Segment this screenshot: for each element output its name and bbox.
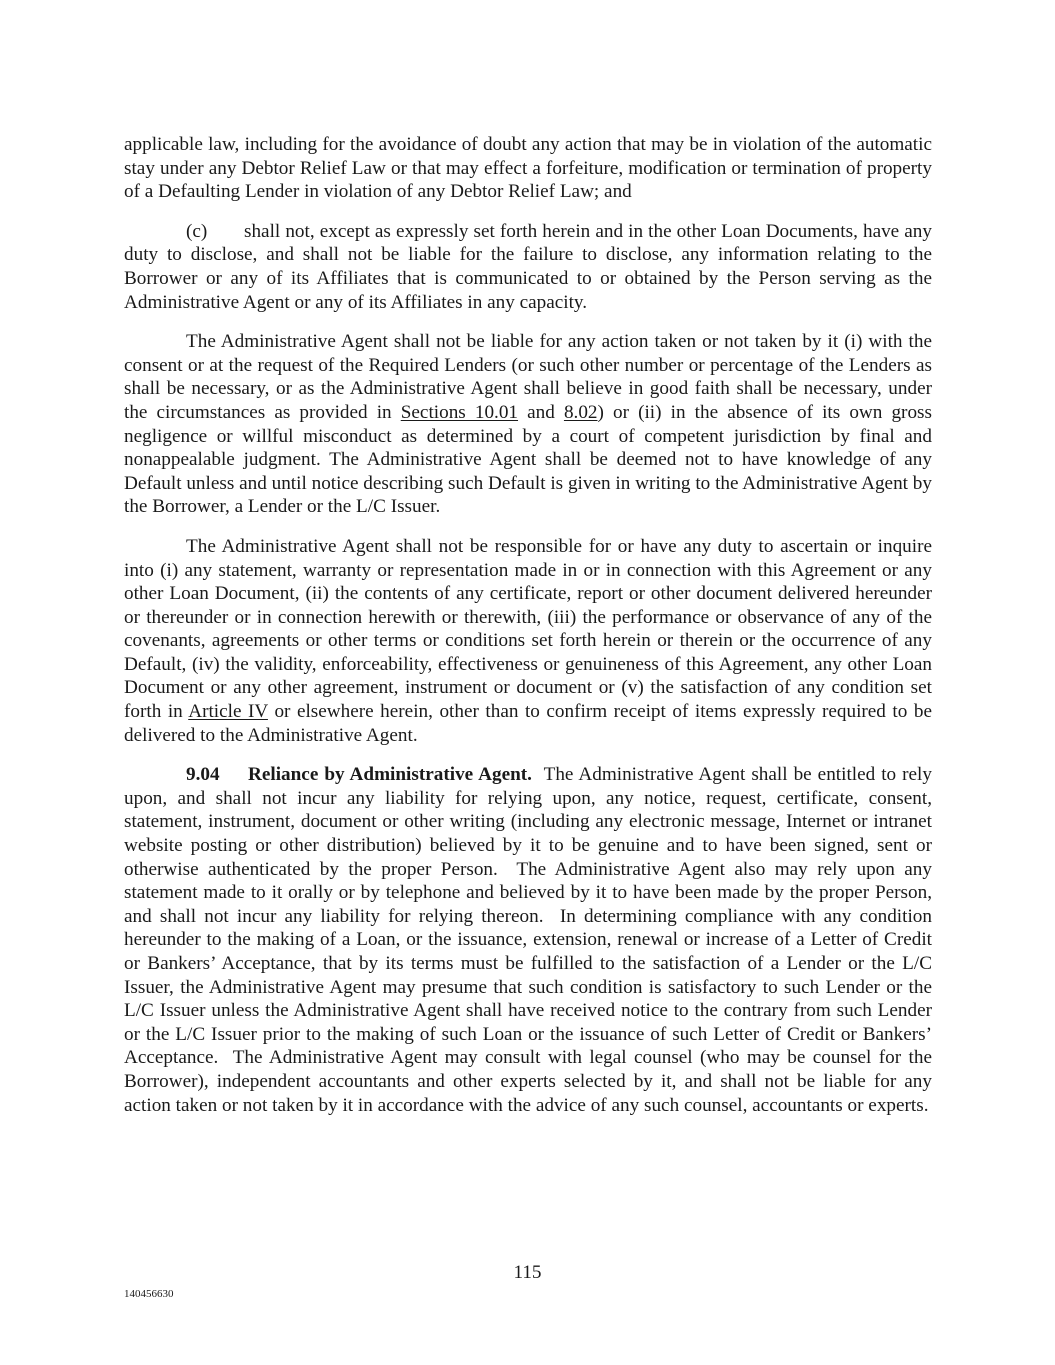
clause-c-label: (c)	[186, 220, 208, 242]
page-number: 115	[513, 1262, 542, 1283]
section-9-04-title: Reliance by Administrative Agent.	[248, 764, 532, 786]
article-iv-link[interactable]: Article IV	[188, 701, 268, 723]
section-8-02-link[interactable]: 8.02	[563, 401, 598, 423]
responsibility-text-part1: The Administrative Agent shall not be responsible for or have any duty to ascertain or inquire into (i) any statement, warranty or representation made in or in connection with this Agreement or any other Loan Document, (ii) the contents of any certificate, report or other document delivered hereunder or thereunder or in connection herewith or therewith, (iii) the performance or observance of any of the covenants, agreements or other terms or conditions set forth herein or therein or the occurrence of any Default, (iv) the validity, enforceability, effectiveness or genuineness of this Agreement, any other Loan Document or any other agreement, instrument or document or (v) the satisfaction of any condition set forth in	[124, 535, 932, 723]
liability-text-part1: The Administrative Agent shall not be liable for any action taken or not taken by it (i) with the consent or at the request of the Required Lenders (or such other number or percentage of the Lenders as shall be necessary, or as the Administrative Agent shall believe in good faith shall be necessary, under the circumstances as provided in	[124, 331, 932, 423]
clause-c-paragraph	[124, 220, 932, 314]
document-id: 140456630	[124, 1288, 174, 1300]
responsibility-paragraph	[124, 535, 932, 747]
liability-text-part2: and	[518, 401, 564, 423]
liability-paragraph	[124, 330, 932, 519]
continuation-paragraph: applicable law, including for the avoidance of doubt any action that may be in violation of the automatic stay under any Debtor Relief Law or that may effect a forfeiture, modification or termination of property of a Defaulting Lender in violation of any Debtor Relief Law; and	[124, 134, 932, 203]
clause-c-text: shall not, except as expressly set forth herein and in the other Loan Documents, have any duty to disclose, and shall not be liable for the failure to disclose, any information relating to the Borrower or any of its Affiliates that is communicated to or obtained by the Person serving as the Administrative Agent or any of its Affiliates in any capacity.	[124, 220, 932, 313]
section-9-04-text: The Administrative Agent shall be entitled to rely upon, and shall not incur any liability for relying upon, any notice, request, certificate, consent, statement, instrument, document or other writing (including any electronic message, Internet or intranet website posting or other distribution) believed by it to be genuine and to have been signed, sent or otherwise authenticated by the proper Person. The Administrative Agent also may rely upon any statement made to it orally or by telephone and believed by it to have been made by the proper Person, and shall not incur any liability for relying thereon. In determining compliance with any condition hereunder to the making of a Loan, or the issuance, extension, renewal or increase of a Letter of Credit or Bankers’ Acceptance, that by its terms must be fulfilled to the satisfaction of a Lender or the L/C Issuer, the Administrative Agent may presume that such condition is satisfactory to such Lender or the L/C Issuer unless the Administrative Agent shall have received notice to the contrary from such Lender or the L/C Issuer prior to the making of such Loan or the issuance of such Letter of Credit or Bankers’ Acceptance. The Administrative Agent may consult with legal counsel (who may be counsel for the Borrower), independent accountants and other experts selected by it, and shall not be liable for any action taken or not taken by it in accordance with the advice of any such counsel, accountants or experts.	[124, 764, 937, 1116]
document-page	[124, 133, 937, 1133]
section-9-04-number: 9.04	[186, 764, 220, 786]
sections-10-01-link[interactable]: Sections 10.01	[400, 401, 519, 423]
responsibility-text-part2: or elsewhere herein, other than to confirm receipt of items expressly required to be delivered to the Administrative Agent.	[124, 701, 932, 746]
liability-text-part3: ) or (ii) in the absence of its own gross negligence or willful misconduct as determined by a court of competent jurisdiction by final and nonappealable judgment. The Administrative Agent shall be deemed not to have knowledge of any Default unless and until notice describing such Default is given in writing to the Administrative Agent by the Borrower, a Lender or the L/C Issuer.	[124, 401, 932, 518]
section-9-04-paragraph	[124, 763, 937, 1117]
